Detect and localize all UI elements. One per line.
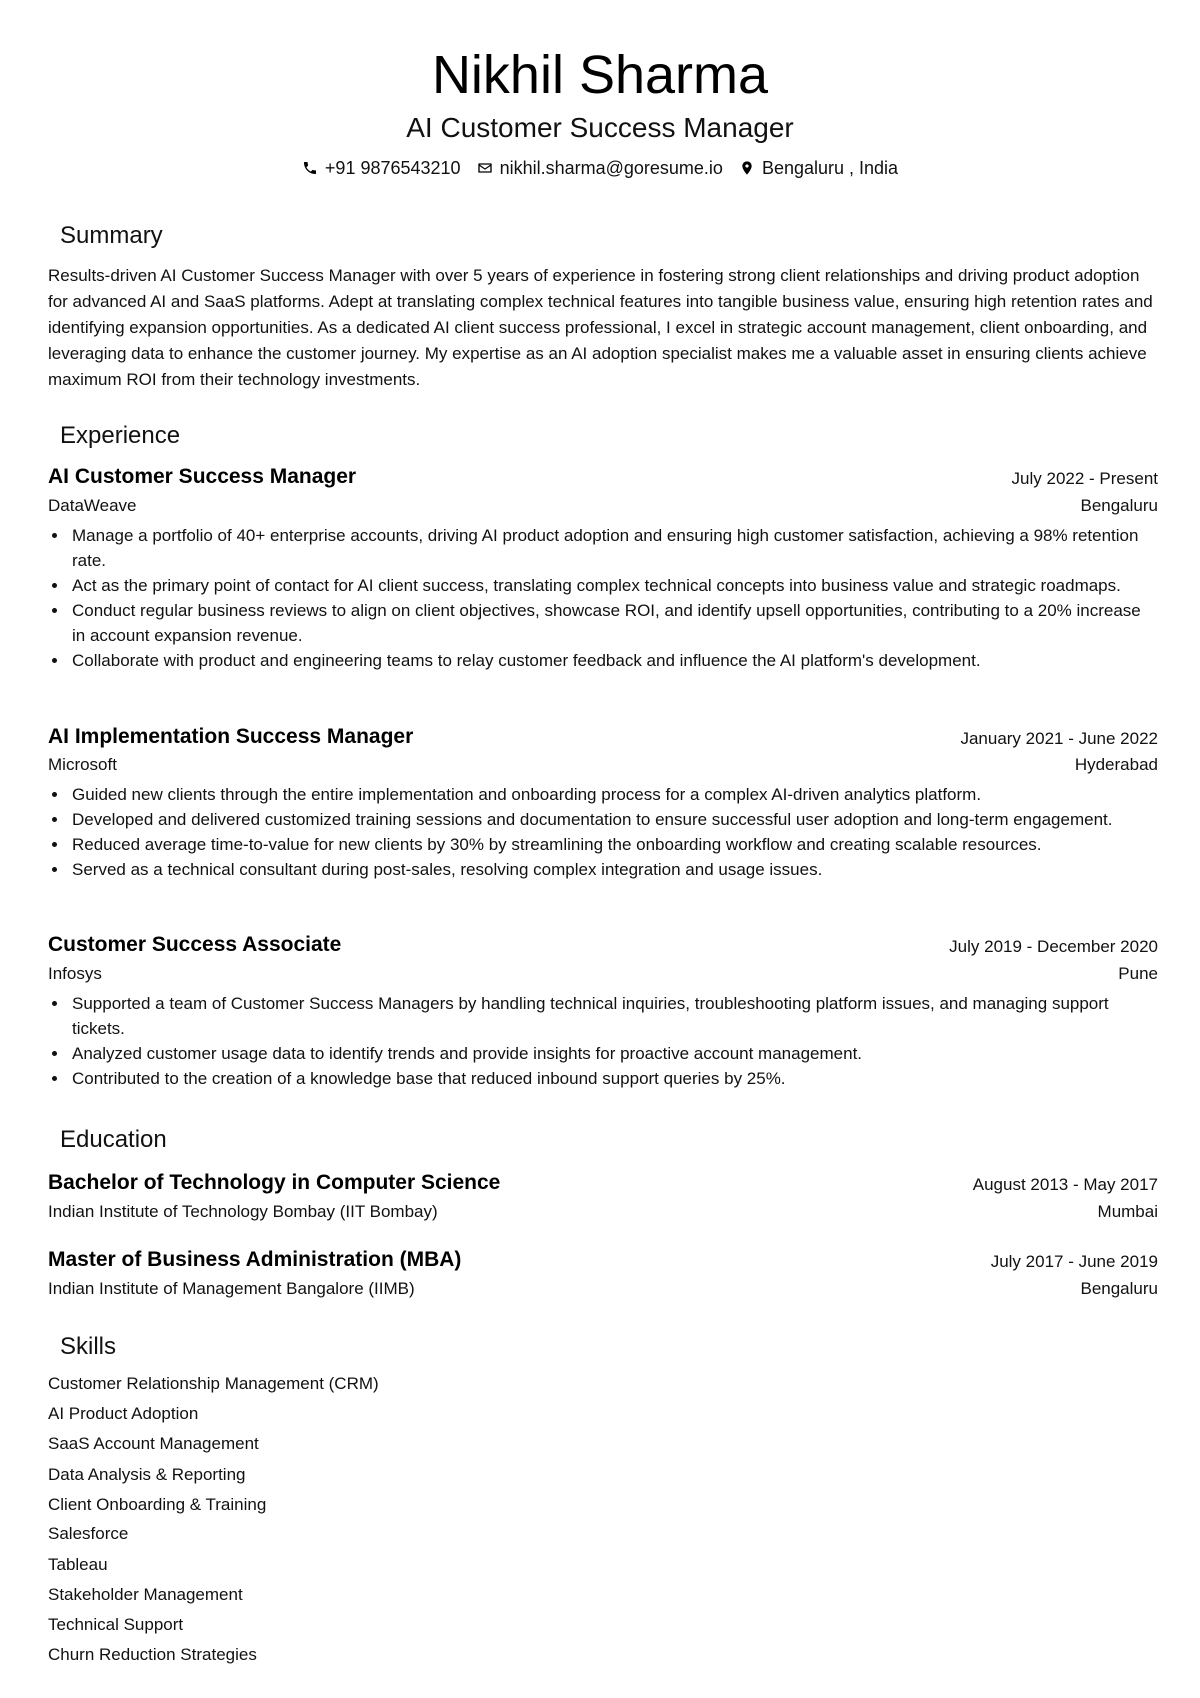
job-dates: July 2019 - December 2020 [949,937,1158,956]
job-location: Bengaluru [1080,496,1158,515]
skill-item: Tableau [48,1555,108,1574]
list-item: Reduced average time-to-value for new clients by 30% by streamlining the onboarding workflow and creating scalable resources. [48,832,1158,857]
job-location: Pune [1118,964,1158,983]
list-item: Developed and delivered customized training sessions and documentation to ensure successful user adoption and long-term engagement. [48,807,1158,832]
job-company: Infosys [48,964,102,983]
skill-item: Data Analysis & Reporting [48,1465,246,1484]
job-dates: January 2021 - June 2022 [960,729,1158,748]
job-title: AI Customer Success Manager [48,465,357,488]
contact-bar [0,156,1200,180]
job-title: AI Implementation Success Manager [48,725,414,748]
contact-email[interactable] [477,156,723,180]
experience-heading: Experience [60,422,181,449]
degree-title: Master of Business Administration (MBA) [48,1248,462,1271]
contact-phone[interactable] [302,156,461,180]
school-location: Mumbai [1097,1202,1158,1221]
list-item: Analyzed customer usage data to identify trends and provide insights for proactive account management. [48,1041,1158,1066]
list-item: Collaborate with product and engineering teams to relay customer feedback and influence the AI platform's development. [48,648,1158,673]
location-text: Bengaluru , India [761,158,899,178]
skill-item: Customer Relationship Management (CRM) [48,1374,379,1393]
skill-item: Stakeholder Management [48,1585,243,1604]
list-item: Manage a portfolio of 40+ enterprise accounts, driving AI product adoption and ensuring high customer satisfaction, achieving a 98% retention rate. [48,523,1158,573]
skill-item: Technical Support [48,1615,184,1634]
list-item: Act as the primary point of contact for AI client success, translating complex technical concepts into business value and strategic roadmaps. [48,573,1158,598]
email-text: nikhil.sharma@goresume.io [499,158,723,178]
list-item: Served as a technical consultant during post-sales, resolving complex integration and usage issues. [48,857,1158,882]
skill-item: AI Product Adoption [48,1404,199,1423]
skill-item: SaaS Account Management [48,1434,259,1453]
summary-text: Results-driven AI Customer Success Manager with over 5 years of experience in fostering strong client relationships and driving product adoption for advanced AI and SaaS platforms. Adept at translating complex technical features into tangible business value, ensuring high retention rates and identifying expansion opportunities. As a dedicated AI client success professional, I excel in strategic account management, client onboarding, and leveraging data to enhance the customer journey. My expertise as an AI adoption specialist makes me a valuable asset in ensuring clients achieve maximum ROI from their technology investments. [48,266,1153,389]
degree-dates: August 2013 - May 2017 [972,1175,1158,1194]
degree-title: Bachelor of Technology in Computer Science [48,1171,501,1194]
job-bullets [48,991,1158,1091]
job-company: DataWeave [48,496,137,515]
contact-location [739,156,898,180]
list-item: Conduct regular business reviews to align on client objectives, showcase ROI, and identify upsell opportunities, contributing to a 20% increase in account expansion revenue. [48,598,1158,648]
list-item: Guided new clients through the entire implementation and onboarding process for a complex AI-driven analytics platform. [48,782,1158,807]
job-bullets [48,782,1158,882]
skill-item: Salesforce [48,1524,129,1543]
phone-icon [302,160,318,176]
education-heading: Education [60,1126,167,1153]
degree-dates: July 2017 - June 2019 [990,1252,1158,1271]
school-name: Indian Institute of Management Bangalore (IIMB) [48,1279,415,1298]
phone-text: +91 9876543210 [324,158,461,178]
list-item: Supported a team of Customer Success Managers by handling technical inquiries, troubleshooting platform issues, and managing support tickets. [48,991,1158,1041]
school-name: Indian Institute of Technology Bombay (IIT Bombay) [48,1202,438,1221]
job-dates: July 2022 - Present [1011,469,1158,488]
skills-heading: Skills [60,1333,117,1360]
email-icon [477,160,493,176]
candidate-name: Nikhil Sharma [431,45,769,105]
job-title: Customer Success Associate [48,933,342,956]
school-location: Bengaluru [1080,1279,1158,1298]
list-item: Contributed to the creation of a knowledge base that reduced inbound support queries by 25%. [48,1066,1158,1091]
skill-item: Churn Reduction Strategies [48,1645,257,1664]
skill-item: Client Onboarding & Training [48,1495,267,1514]
location-pin-icon [739,160,755,176]
candidate-role: AI Customer Success Manager [406,112,794,143]
summary-heading: Summary [60,222,163,249]
job-company: Microsoft [48,755,117,774]
job-location: Hyderabad [1074,755,1158,774]
job-bullets [48,523,1158,673]
